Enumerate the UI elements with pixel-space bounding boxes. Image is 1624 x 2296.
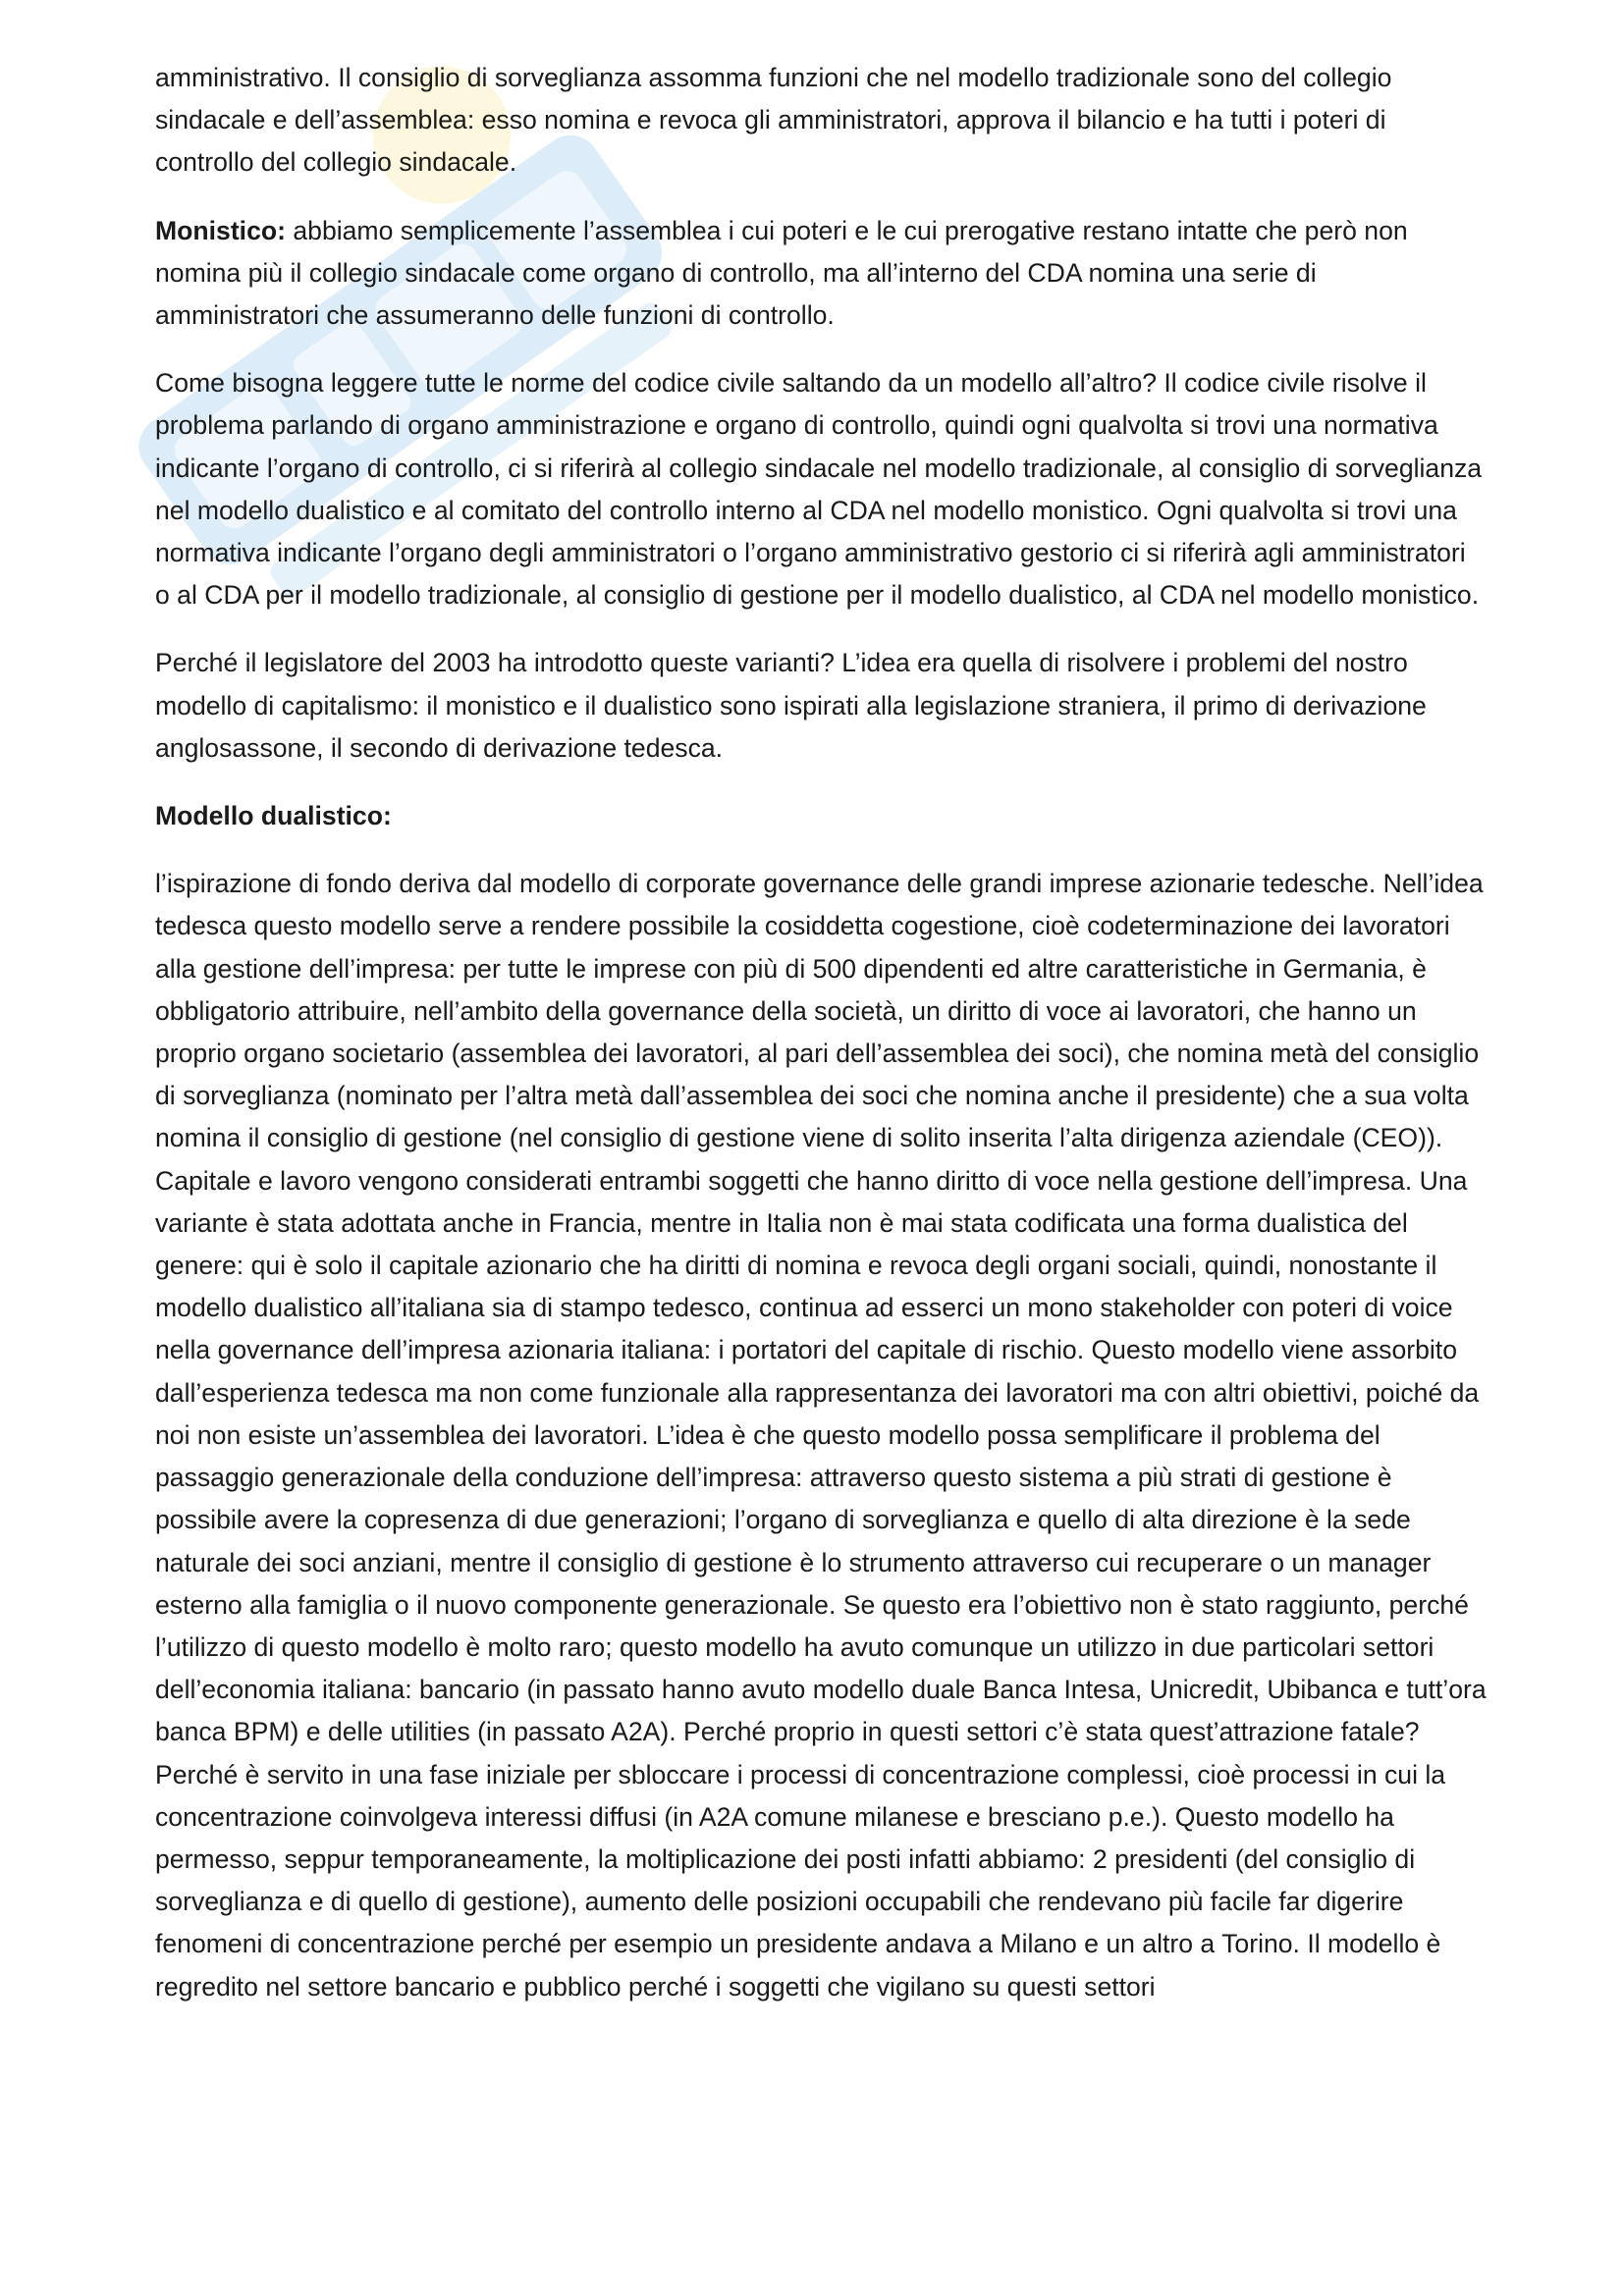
paragraph-5: l’ispirazione di fondo deriva dal modello di corporate governance delle grandi imprese azionarie tedesche. Nell’idea tedesca questo modello serve a rendere possibile la cosiddetta cogestione, cioè codeterminazione dei lavoratori alla gestione dell’impresa: per tutte le imprese con più di 500 dipendenti ed altre caratteristiche in Germania, è obbligatorio attribuire, nell’ambito della governance della società, un diritto di voce ai lavoratori, che hanno un proprio organo societario (assemblea dei lavoratori, al pari dell’assemblea dei soci), che nomina metà del consiglio di sorveglianza (nominato per l’altra metà dall’assemblea dei soci che nomina anche il presidente) che a sua volta nomina il consiglio di gestione (nel consiglio di gestione viene di solito inserita l’alta dirigenza aziendale (CEO)). Capitale e lavoro vengono considerati entrambi soggetti che hanno diritto di voce nella gestione dell’impresa. Una variante è stata adottata anche in Francia, mentre in Italia non è mai stata codificata una forma dualistica del genere: qui è solo il capitale azionario che ha diritti di nomina e revoca degli organi sociali, quindi, nonostante il modello dualistico all’italiana sia di stampo tedesco, continua ad esserci un mono stakeholder con poteri di voice nella governance dell’impresa azionaria italiana: i portatori del capitale di rischio. Questo modello viene assorbito dall’esperienza tedesca ma non come funzionale alla rappresentanza dei lavoratori ma con altri obiettivi, poiché da noi non esiste un’assemblea dei lavoratori. L’idea è che questo modello possa semplificare il problema del passaggio generazionale della conduzione dell’impresa: attraverso questo sistema a più strati di gestione è possibile avere la copresenza di due generazioni; l’organo di sorveglianza e quello di alta direzione è la sede naturale dei soci anziani, mentre il consiglio di gestione è lo strumento attraverso cui recuperare o un manager esterno alla famiglia o il nuovo componente generazionale. Se questo era l’obiettivo non è stato raggiunto, perché l’utilizzo di questo modello è molto raro; questo modello ha avuto comunque un utilizzo in due particolari settori dell’economia italiana: bancario (in passato hanno avuto modello duale Banca Intesa, Unicredit, Ubibanca e tutt’ora banca BPM) e delle utilities (in passato A2A). Perché proprio in questi settori c’è stata quest’attrazione fatale? Perché è servito in una fase iniziale per sbloccare i processi di concentrazione complessi, cioè processi in cui la concentrazione coinvolgeva interessi diffusi (in A2A comune milanese e bresciano p.e.). Questo modello ha permesso, seppur temporaneamente, la moltiplicazione dei posti infatti abbiamo: 2 presidenti (del consiglio di sorveglianza e di quello di gestione), aumento delle posizioni occupabili che rendevano più facile far digerire fenomeni di concentrazione perché per esempio un presidente andava a Milano e un altro a Torino. Il modello è regredito nel settore bancario e pubblico perché i soggetti che vigilano su questi settori: [155, 869, 1487, 2002]
section-heading: Modello dualistico:: [155, 801, 392, 831]
paragraph-3: Come bisogna leggere tutte le norme del codice civile saltando da un modello all’altro? Il codice civile risolve il problema parlando di organo amministrazione e organo di controllo, quindi ogni qualvolta si trovi una normativa indicante l’organo di controllo, ci si riferirà al collegio sindacale nel modello tradizionale, al consiglio di sorveglianza nel modello dualistico e al comitato del controllo interno al CDA nel modello monistico. Ogni qualvolta si trovi una normativa indicante l’organo degli amministratori o l’organo amministrativo gestorio ci si riferirà agli amministratori o al CDA per il modello tradizionale, al consiglio di gestione per il modello dualistico, al CDA nel modello monistico.: [155, 368, 1483, 611]
monistico-text: abbiamo semplicemente l’assemblea i cui poteri e le cui prerogative restano intatte che però non nomina più il collegio sindacale come organo di controllo, ma all’interno del CDA nomina una serie di amministratori che assumeranno delle funzioni di controllo.: [155, 215, 1408, 331]
paragraph-4: Perché il legislatore del 2003 ha introdotto queste varianti? L’idea era quella di risolvere i problemi del nostro modello di capitalismo: il monistico e il dualistico sono ispirati alla legislazione straniera, il primo di derivazione anglosassone, il secondo di derivazione tedesca.: [155, 648, 1427, 763]
paragraph-1: amministrativo. Il consiglio di sorveglianza assomma funzioni che nel modello tradizionale sono del collegio sindacale e dell’assemblea: esso nomina e revoca gli amministratori, approva il bilancio e ha tutti i poteri di controllo del collegio sindacale.: [155, 63, 1392, 178]
paragraph-monistico: [155, 210, 1487, 338]
monistico-label: Monistico:: [155, 215, 286, 245]
document-page: [155, 57, 1487, 2034]
